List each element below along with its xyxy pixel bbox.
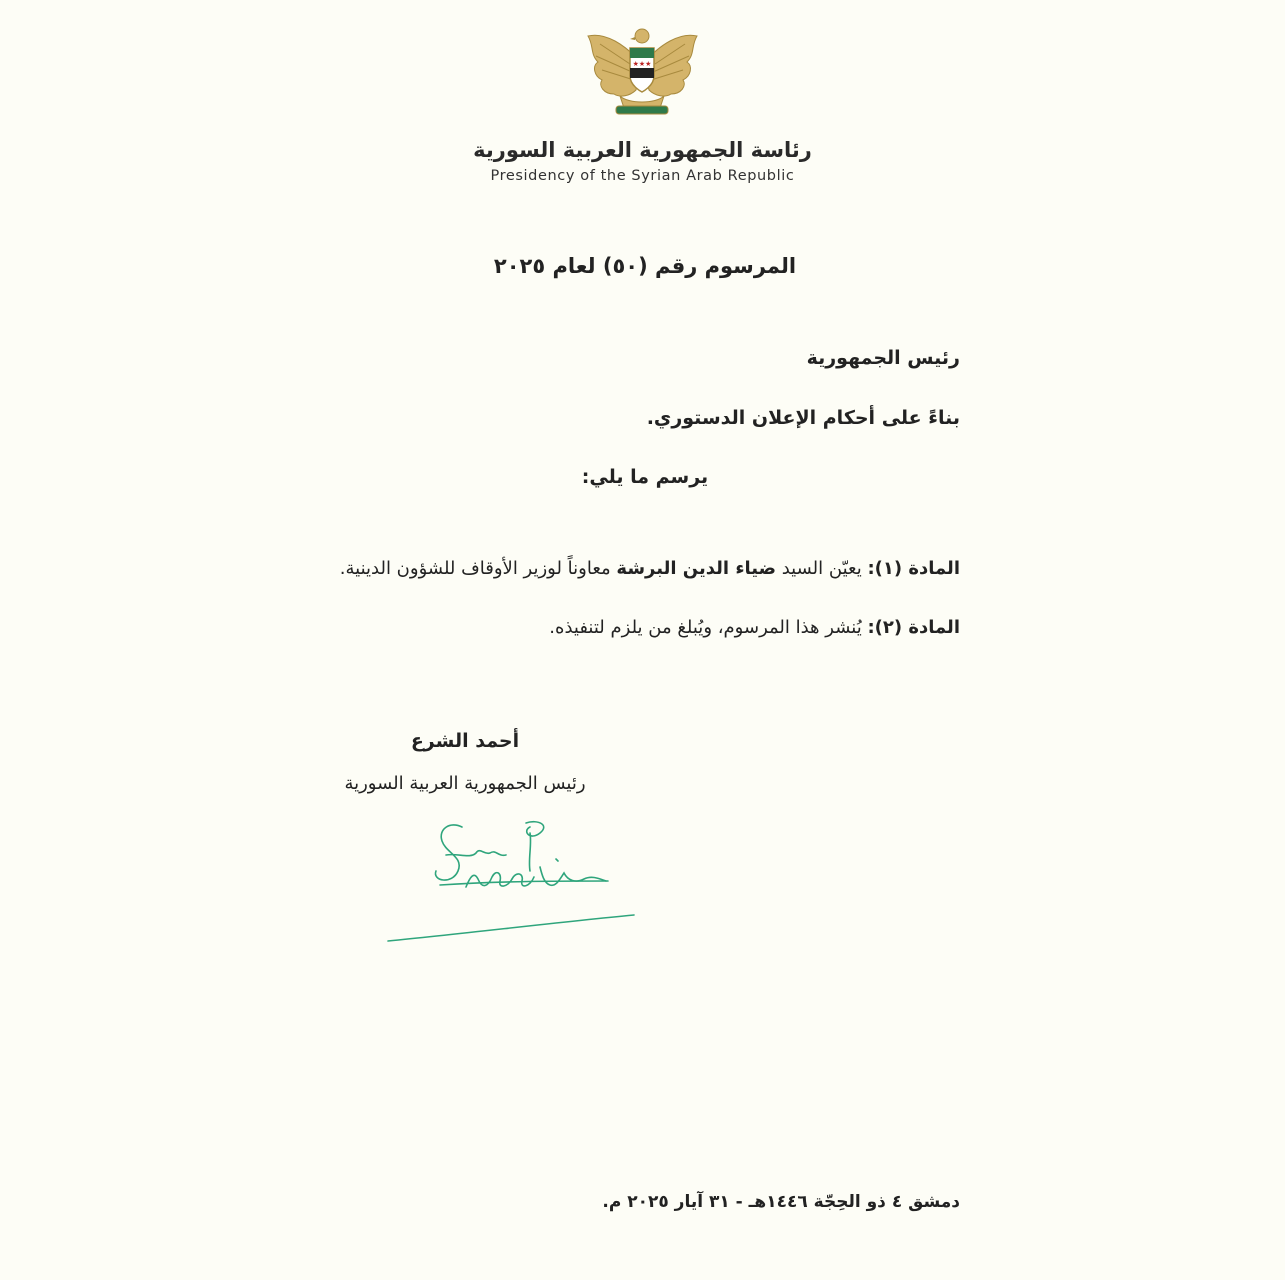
- president-line: رئيس الجمهورية: [806, 347, 960, 369]
- syrian-eagle-emblem-icon: [580, 24, 705, 119]
- legal-basis-line: بناءً على أحكام الإعلان الدستوري.: [646, 407, 960, 429]
- article-2-text: يُنشر هذا المرسوم، ويُبلغ من يلزم لتنفيذه.: [549, 617, 868, 638]
- appointee-name: ضياء الدين البرشة: [616, 558, 777, 579]
- signer-name: أحمد الشرع: [410, 730, 520, 752]
- article-2-label: المادة (٢):: [867, 617, 960, 638]
- article-1-label: المادة (١):: [867, 558, 960, 579]
- decrees-as-follows-line: يرسم ما يلي:: [581, 466, 709, 488]
- article-1-text-before: يعيّن السيد: [776, 558, 868, 579]
- article-1-text-after: معاوناً لوزير الأوقاف للشؤون الدينية.: [339, 558, 617, 579]
- decree-title: المرسوم رقم (٥٠) لعام ٢٠٢٥: [493, 254, 797, 278]
- svg-text:★★★: ★★★: [632, 60, 652, 68]
- presidency-title-english: Presidency of the Syrian Arab Republic: [490, 168, 795, 184]
- handwritten-signature: [380, 815, 645, 950]
- signer-title: رئيس الجمهورية العربية السورية: [344, 773, 586, 794]
- presidency-title-arabic: رئاسة الجمهورية العربية السورية: [473, 138, 812, 162]
- article-1: [340, 558, 960, 579]
- date-line: دمشق ٤ ذو الحِجّة ١٤٤٦هـ - ٣١ آيار ٢٠٢٥ م.: [602, 1192, 960, 1212]
- article-2: [549, 617, 960, 638]
